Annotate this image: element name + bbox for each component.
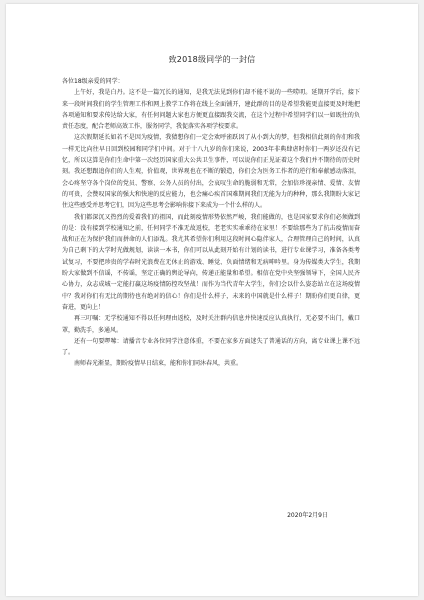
letter-title: 致2018级同学的一封信 <box>168 55 256 64</box>
letter-salutation: 各位18级亲爱的同学： <box>62 78 124 85</box>
letter-body <box>62 76 360 370</box>
letter-date: 2020年2月9日 <box>287 512 328 519</box>
document-page <box>6 4 418 596</box>
paragraph-2: 这次假期延长如若不是因为疫情，我猜想你们一定会欢呼雀跃因了从小到大的梦，但我相信此刻的你们和我一样无比向往早日回到校园和同学们中间。对于十八九岁的你们来说，2003年非典肆虐时你们一两岁还没有记忆，所以这算是你们生命中第一次经历国家重大公共卫生事件，可以说你们正见证着这个我们并不期待的历史时刻。我还想跟追你们的人生观，价值观，世界观也在不断的锻造，你们会为医务工作者的逆行和奉献感动落泪，会心疼坚守各个岗位的党员、警察、公务人员的付出，会哀叹生命的脆弱和无常，会加倍珍视亲情、爱情、友情的可贵，会赞叹国家的强大和快速的反应能力，也会痛心疾首国难期间我们无能为力的种种，那么我期盼大家记住这些感受并思考它们，因为这些思考会影响你接下来成为一个什么样的人。 <box>62 134 360 210</box>
paragraph-3: 我们都深沉又热烈的爱着我们的祖国，而此刻疫情形势依然严峻，我们能做的，也是国家要求你们必须做到的是：没有接到学校通知之前，任何同学不准无故返校，老老实实乖乖待在家里！不要给那些为了抗击疫情而奋战和正在为保护我们而拼命的人们添乱。我尤其希望你们利用这段时间心隐伴家人，合理管理自己的时间，认真为自己剩下的大学时光做规划，读读一本书，你们可以从此刻开始有计划的读书，进行专业课学习，准备各类考试复习，不要把珍贵的学春时光浪费在无休止的游戏、睡觉、负面情绪和无病呻吟里。身为传媒类大学生，我期盼大家做到不信谣，不传谣，坚定正确的舆论导向，传递正能量和希望。相信在党中央坚强领导下，全国人民齐心协力，众志成城一定能打赢这场疫情防控攻坚战！而作为当代青年大学生，你们会以什么姿态站立在这场疫情中？我对你们有无比的期待也有绝对的信心！你们是什么样子，未来的中国就是什么样子！期盼你们更自律，更奋进，更向上！ <box>62 213 360 311</box>
paragraph-4: 再三叮嘱：无学校通知不得以任何理由返校，及时关注群内信息并快速反应认真执行，无必要不出门，戴口罩，勤洗手，多通风。 <box>62 315 360 334</box>
paragraph-1: 上午好，我是白丹。这不是一篇冗长的通知，是我无法见到你们却不能不说的一些唠叨。延期开学后，接下来一段时间我们的学生管理工作和网上教学工作将在线上全面铺开，建此群的目的是希望我能更直接更及时地把各项通知和要求传达给大家，有任何问题大家也方便更直接跟我交流，在这个过程中希望同学们以一如既往的负责任态度，配合老师高效工作，服务同学，我促落实各项学校要求。 <box>62 89 360 131</box>
paragraph-5: 还有一句要啰嗦：请播音专业各位同学注意体重，不要在家多方面迷失了普通话的方向，离专业课上课不远了。 <box>62 337 360 357</box>
paragraph-6: 南师春光渐显，期盼疫情早日结束，能和你们同沐春风，共重。 <box>74 360 243 368</box>
